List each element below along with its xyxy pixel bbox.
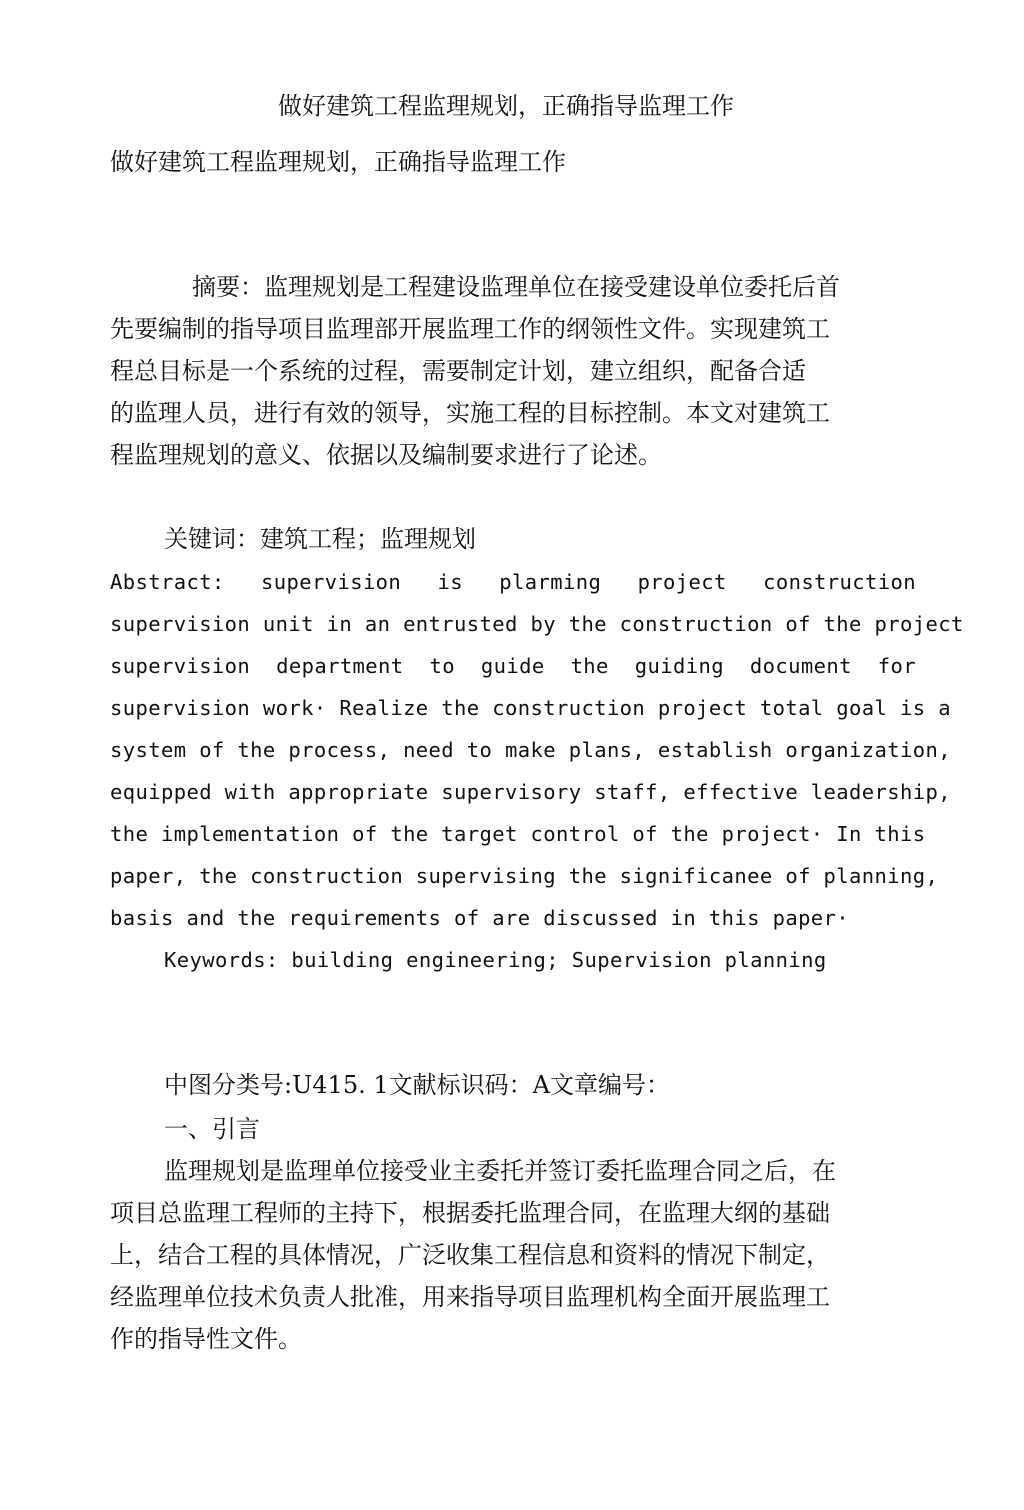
abstract-en-line: the implementation of the target control of the project· In this [110,822,926,846]
paragraph-line: 作的指导性文件。 [110,1325,302,1353]
abstract-en-line: system of the process, need to make plans, establish organization, [110,738,951,762]
abstract-en-line: equipped with appropriate supervisory staff, effective leadership, [110,780,951,804]
abstract-cn-line: 程总目标是一个系统的过程，需要制定计划，建立组织，配备合适 [110,357,806,385]
abstract-en-line: basis and the requirements of are discussed in this paper· [110,906,850,930]
paragraph-line: 监理规划是监理单位接受业主委托并签订委托监理合同之后，在 [164,1157,836,1185]
abstract-cn-line: 的监理人员，进行有效的领导，实施工程的目标控制。本文对建筑工 [110,399,830,427]
abstract-cn-line: 摘要：监理规划是工程建设监理单位在接受建设单位委托后首 [192,273,840,301]
abstract-cn-line: 先要编制的指导项目监理部开展监理工作的纲领性文件。实现建筑工 [110,315,830,343]
section-heading: 一、引言 [164,1115,260,1143]
abstract-en-line: supervision work· Realize the construction project total goal is a [110,696,951,720]
keywords-en: Keywords: building engineering; Supervision planning [164,948,827,972]
classification-line: 中图分类号:U415. 1文献标识码：A文章编号： [164,1071,670,1099]
paragraph-line: 上，结合工程的具体情况，广泛收集工程信息和资料的情况下制定， [110,1241,830,1269]
abstract-en-line: paper, the construction supervising the significanee of planning, [110,864,939,888]
abstract-en-line: supervision unit in an entrusted by the construction of the project [110,612,964,636]
keywords-cn: 关键词：建筑工程；监理规划 [164,525,476,553]
abstract-en-line: Abstract: supervision is plarming project construction [110,570,916,594]
paragraph-line: 经监理单位技术负责人批准，用来指导项目监理机构全面开展监理工 [110,1283,830,1311]
page-title: 做好建筑工程监理规划，正确指导监理工作 [278,92,734,120]
paragraph-line: 项目总监理工程师的主持下，根据委托监理合同，在监理大纲的基础 [110,1199,830,1227]
abstract-cn-line: 程监理规划的意义、依据以及编制要求进行了论述。 [110,441,662,469]
abstract-en-line: supervision department to guide the guiding document for [110,654,916,678]
document-subtitle: 做好建筑工程监理规划，正确指导监理工作 [110,148,566,176]
